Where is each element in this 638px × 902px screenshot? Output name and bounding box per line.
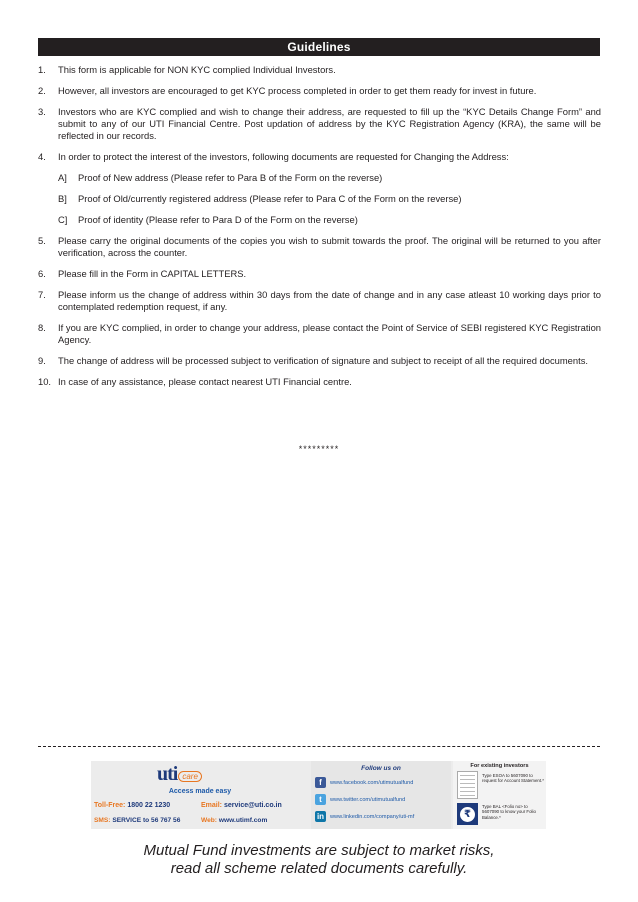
guideline-subitem bbox=[38, 172, 601, 184]
guideline-subitem bbox=[38, 193, 601, 205]
email-label: Email: bbox=[201, 802, 223, 809]
logo-tagline: Access made easy bbox=[168, 788, 232, 795]
sms-contact bbox=[94, 817, 180, 824]
facebook-icon: f bbox=[315, 777, 326, 788]
account-statement-thumbnail-icon bbox=[457, 771, 478, 799]
guideline-text: If you are KYC complied, in order to change your address, please contact the Point of Service of SEBI registered KYC Registration Agency. bbox=[58, 322, 601, 345]
guideline-subitem bbox=[38, 214, 601, 226]
guideline-number: 4. bbox=[38, 151, 46, 162]
rupee-icon: ₹ bbox=[457, 803, 478, 825]
twitter-link[interactable] bbox=[315, 794, 405, 805]
guideline-text: In order to protect the interest of the investors, following documents are requested for Changing the Address: bbox=[58, 151, 509, 162]
guideline-number: 3. bbox=[38, 106, 46, 117]
guideline-item bbox=[38, 268, 601, 280]
statement-sms-note: Type ESOA to 5607090 to request for Account Statement.* bbox=[482, 773, 544, 784]
guideline-text: The change of address will be processed subject to verification of signature and subject to receipt of all the required documents. bbox=[58, 355, 588, 366]
email-contact bbox=[201, 802, 282, 809]
tollfree-label: Toll-Free: bbox=[94, 802, 126, 809]
tollfree-number bbox=[94, 802, 170, 809]
linkedin-icon: in bbox=[316, 812, 325, 821]
web-value[interactable]: www.utimf.com bbox=[218, 817, 268, 824]
guidelines-title: Guidelines bbox=[287, 40, 351, 54]
linkedin-url[interactable]: www.linkedin.com/company/uti-mf bbox=[330, 813, 415, 820]
sms-label: SMS: bbox=[94, 817, 111, 824]
guidelines-header bbox=[38, 38, 600, 56]
guideline-number: 1. bbox=[38, 64, 46, 75]
guideline-number: 6. bbox=[38, 268, 46, 279]
guideline-subitem-letter: B] bbox=[58, 193, 67, 204]
email-value[interactable]: service@uti.co.in bbox=[223, 802, 282, 809]
balance-sms-note: Type BAL <Folio no> to 5607090 to know your Folio Balance.* bbox=[482, 804, 536, 820]
guideline-subitem-text: Proof of New address (Please refer to Para B of the Form on the reverse) bbox=[78, 172, 383, 183]
cut-line-divider bbox=[38, 746, 600, 747]
guideline-text: This form is applicable for NON KYC complied Individual Investors. bbox=[58, 64, 336, 75]
uti-care-logo bbox=[157, 764, 202, 784]
existing-investors-title: For existing investors bbox=[470, 763, 529, 769]
guideline-item bbox=[38, 289, 601, 313]
guideline-item bbox=[38, 106, 601, 142]
guideline-number: 7. bbox=[38, 289, 46, 300]
guideline-text: In case of any assistance, please contact nearest UTI Financial centre. bbox=[58, 376, 352, 387]
follow-us-title: Follow us on bbox=[361, 765, 401, 772]
contact-details bbox=[91, 761, 309, 829]
guideline-text: Please fill in the Form in CAPITAL LETTERS. bbox=[58, 268, 247, 279]
end-of-section-stars: ********* bbox=[298, 444, 340, 454]
linkedin-link[interactable] bbox=[315, 811, 414, 822]
market-risk-disclaimer bbox=[0, 842, 638, 878]
disclaimer-line-1: Mutual Fund investments are subject to market risks, bbox=[143, 842, 495, 859]
existing-investors-panel bbox=[453, 761, 546, 829]
guideline-text: Please carry the original documents of the copies you wish to submit towards the proof. The original will be returned to you after verification, across the counter. bbox=[58, 235, 601, 258]
web-contact bbox=[201, 817, 267, 824]
contact-footer bbox=[91, 761, 546, 829]
guideline-text: However, all investors are encouraged to get KYC process completed in order to get them ready for invest in future. bbox=[58, 85, 537, 96]
guideline-subitem-text: Proof of identity (Please refer to Para D of the Form on the reverse) bbox=[78, 214, 358, 225]
guideline-item bbox=[38, 355, 601, 367]
facebook-url[interactable]: www.facebook.com/utimutualfund bbox=[330, 779, 414, 786]
web-label: Web: bbox=[201, 817, 217, 824]
guideline-number: 2. bbox=[38, 85, 46, 96]
guideline-item bbox=[38, 85, 601, 97]
guidelines-list bbox=[38, 64, 601, 397]
guideline-subitem-text: Proof of Old/currently registered address (Please refer to Para C of the Form on the reverse) bbox=[78, 193, 462, 204]
guideline-text: Investors who are KYC complied and wish to change their address, are requested to fill up the “KYC Details Change Form” and submit to any of our UTI Financial Centre. Post updation of address by the KYC Registration Agency (KRA), the same will be reflected in our records. bbox=[58, 106, 601, 141]
logo-care-text: care bbox=[178, 771, 202, 782]
facebook-link[interactable] bbox=[315, 777, 413, 788]
twitter-url[interactable]: www.twitter.com/utimutualfund bbox=[330, 796, 406, 803]
guideline-item bbox=[38, 64, 601, 76]
guideline-item bbox=[38, 235, 601, 259]
twitter-icon: t bbox=[315, 794, 326, 805]
guideline-number: 10. bbox=[38, 376, 52, 387]
sms-value: SERVICE to 56 767 56 bbox=[112, 817, 181, 824]
guideline-text: Please inform us the change of address within 30 days from the date of change and in any case atleast 10 working days prior to contemplated redemption request, if any. bbox=[58, 289, 601, 312]
guideline-number: 9. bbox=[38, 355, 46, 366]
guideline-item bbox=[38, 151, 601, 163]
social-links bbox=[311, 761, 451, 829]
disclaimer-line-2: read all scheme related documents carefully. bbox=[170, 860, 468, 877]
guideline-subitem-letter: A] bbox=[58, 172, 67, 183]
guideline-subitem-letter: C] bbox=[58, 214, 68, 225]
guideline-item bbox=[38, 376, 601, 388]
guideline-item bbox=[38, 322, 601, 346]
guideline-number: 8. bbox=[38, 322, 46, 333]
guideline-number: 5. bbox=[38, 235, 46, 246]
logo-uti-text: uti bbox=[157, 763, 178, 785]
tollfree-value: 1800 22 1230 bbox=[127, 802, 171, 809]
